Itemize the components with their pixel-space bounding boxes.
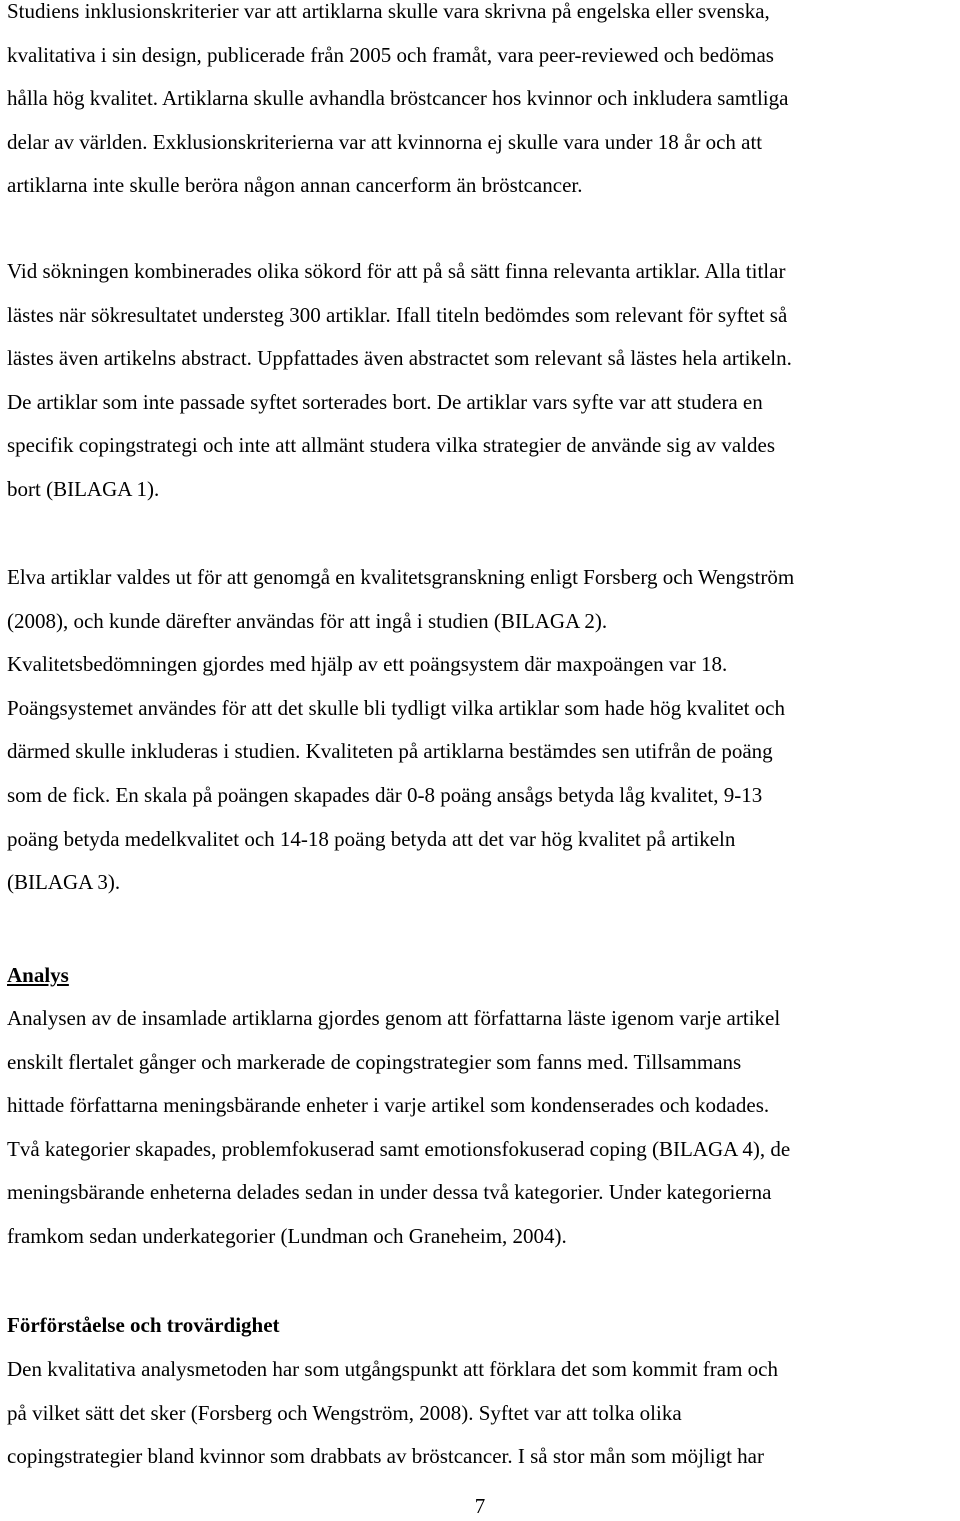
heading-analys: Analys: [7, 963, 69, 987]
text-line: artiklarna inte skulle beröra någon annan cancerform än bröstcancer.: [7, 173, 583, 198]
heading-forforstaelse: Förförståelse och trovärdighet: [7, 1313, 280, 1337]
text-line: som de fick. En skala på poängen skapades där 0-8 poäng ansågs betyda låg kvalitet, 9-13: [7, 782, 763, 807]
paragraph-quality-review: [7, 556, 794, 905]
text-line: De artiklar som inte passade syftet sorterades bort. De artiklar vars syfte var att studera en: [7, 389, 763, 414]
text-line: Kvalitetsbedömningen gjordes med hjälp av ett poängsystem där maxpoängen var 18.: [7, 652, 728, 677]
text-line: kvalitativa i sin design, publicerade från 2005 och framåt, vara peer-reviewed och bedömas: [7, 42, 774, 67]
text-line: hittade författarna meningsbärande enheter i varje artikel som kondenserades och kodades.: [7, 1093, 770, 1118]
text-line: meningsbärande enheterna delades sedan in under dessa två kategorier. Under kategorierna: [7, 1180, 772, 1205]
text-line: Den kvalitativa analysmetoden har som utgångspunkt att förklara det som kommit fram och: [7, 1357, 778, 1381]
text-line: Elva artiklar valdes ut för att genomgå en kvalitetsgranskning enligt Forsberg och Wengström: [7, 565, 795, 589]
text-line: därmed skulle inkluderas i studien. Kvaliteten på artiklarna bestämdes sen utifrån de poäng: [7, 739, 773, 764]
page-number: 7: [474, 1494, 486, 1518]
text-line: Två kategorier skapades, problemfokuserad samt emotionsfokuserad coping (BILAGA 4), de: [7, 1136, 791, 1161]
text-line: (BILAGA 3).: [7, 870, 121, 895]
text-line: på vilket sätt det sker (Forsberg och Wengström, 2008). Syftet var att tolka olika: [7, 1400, 682, 1425]
text-line: framkom sedan underkategorier (Lundman och Graneheim, 2004).: [7, 1223, 567, 1248]
text-line: hålla hög kvalitet. Artiklarna skulle avhandla bröstcancer hos kvinnor och inkludera samtliga: [7, 86, 789, 111]
text-line: copingstrategier bland kvinnor som drabbats av bröstcancer. I så stor mån som möjligt har: [7, 1444, 764, 1469]
text-line: poäng betyda medelkvalitet och 14-18 poäng betyda att det var hög kvalitet på artikeln: [7, 826, 736, 851]
text-line: specifik copingstrategi och inte att allmänt studera vilka strategier de använde sig av valdes: [7, 433, 775, 458]
text-line: delar av världen. Exklusionskriterierna var att kvinnorna ej skulle vara under 18 år och att: [7, 129, 763, 154]
text-line: bort (BILAGA 1).: [7, 476, 160, 501]
paragraph-preunderstanding: [7, 1348, 778, 1479]
text-line: (2008), och kunde därefter användas för att ingå i studien (BILAGA 2).: [7, 608, 608, 633]
text-line: lästes när sökresultatet understeg 300 artiklar. Ifall titeln bedömdes som relevant för syftet så: [7, 302, 788, 327]
text-line: Vid sökningen kombinerades olika sökord för att på så sätt finna relevanta artiklar. Alla titlar: [7, 259, 786, 283]
text-line: Poängsystemet användes för att det skulle bli tydligt vilka artiklar som hade hög kvalitet och: [7, 695, 785, 720]
paragraph-inclusion-criteria: [7, 0, 788, 208]
text-line: Studiens inklusionskriterier var att artiklarna skulle vara skrivna på engelska eller svenska,: [7, 0, 770, 23]
text-line: enskilt flertalet gånger och markerade de copingstrategier som fanns med. Tillsammans: [7, 1049, 742, 1074]
paragraph-analysis: [7, 997, 790, 1259]
text-line: Analysen av de insamlade artiklarna gjordes genom att författarna läste igenom varje artikel: [7, 1006, 781, 1030]
text-line: lästes även artikelns abstract. Uppfattades även abstractet som relevant så lästes hela artikeln.: [7, 346, 792, 371]
paragraph-search: [7, 250, 792, 512]
